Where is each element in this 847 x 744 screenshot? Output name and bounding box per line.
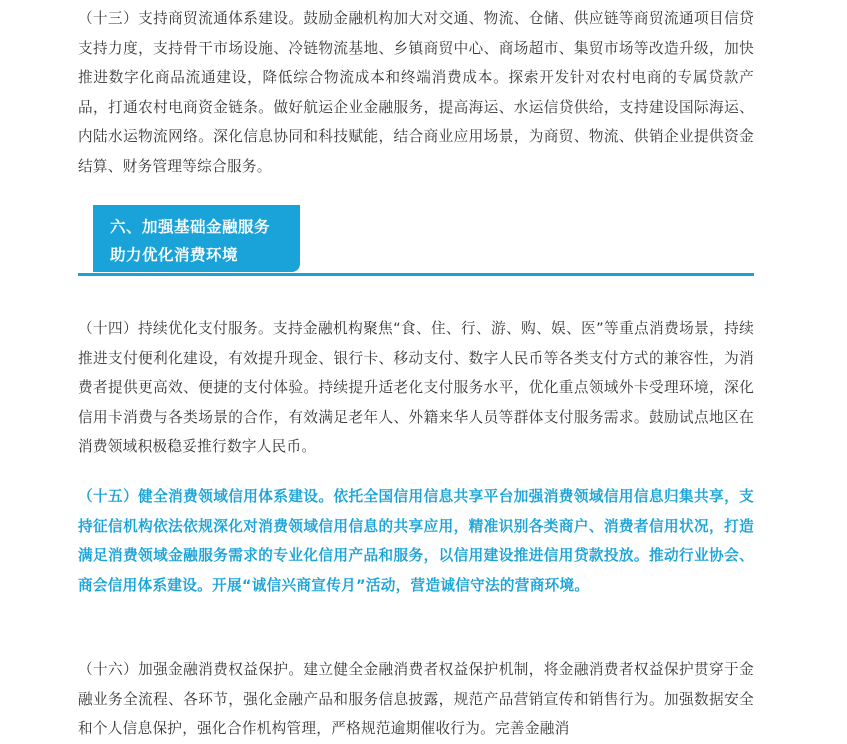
section-title-line2: 助力优化消费环境	[110, 246, 239, 264]
paragraph-14: （十四）持续优化支付服务。支持金融机构聚焦“食、住、行、游、购、娱、医”等重点消费场景，持续推进支付便利化建设，有效提升现金、银行卡、移动支付、数字人民币等各类支付方式的兼容性，为消费者提供更高效、便捷的支付体验。持续提升适老化支付服务水平，优化重点领域外卡受理环境，深化信用卡消费与各类场景的合作，有效满足老年人、外籍来华人员等群体支付服务需求。鼓励试点地区在消费领域积极稳妥推行数字人民币。	[78, 320, 754, 456]
section-header	[78, 205, 754, 277]
section-title-line1: 六、加强基础金融服务	[110, 218, 271, 236]
paragraph-15-highlighted: （十五）健全消费领域信用体系建设。依托全国信用信息共享平台加强消费领域信用信息归集共享，支持征信机构依法依规深化对消费领域信用信息的共享应用，精准识别各类商户、消费者信用状况，打造满足消费领域金融服务需求的专业化信用产品和服务，以信用建设推进信用贷款投放。推动行业协会、商会信用体系建设。开展“诚信兴商宣传月”活动，营造诚信守法的营商环境。	[78, 488, 754, 594]
section-title-box	[93, 205, 300, 272]
paragraph-16: （十六）加强金融消费权益保护。建立健全金融消费者权益保护机制，将金融消费者权益保护贯穿于金融业务全流程、各环节，强化金融产品和服务信息披露，规范产品营销宣传和销售行为。加强数据安全和个人信息保护，强化合作机构管理，严格规范逾期催收行为。完善金融消	[78, 661, 754, 738]
paragraph-13: （十三）支持商贸流通体系建设。鼓励金融机构加大对交通、物流、仓储、供应链等商贸流通项目信贷支持力度，支持骨干市场设施、冷链物流基地、乡镇商贸中心、商场超市、集贸市场等改造升级，加快推进数字化商品流通建设，降低综合物流成本和终端消费成本。探索开发针对农村电商的专属贷款产品，打通农村电商资金链条。做好航运企业金融服务，提高海运、水运信贷供给，支持建设国际海运、内陆水运物流网络。深化信息协同和科技赋能，结合商业应用场景，为商贸、物流、供销企业提供资金结算、财务管理等综合服务。	[78, 10, 754, 175]
section-divider	[78, 273, 754, 276]
